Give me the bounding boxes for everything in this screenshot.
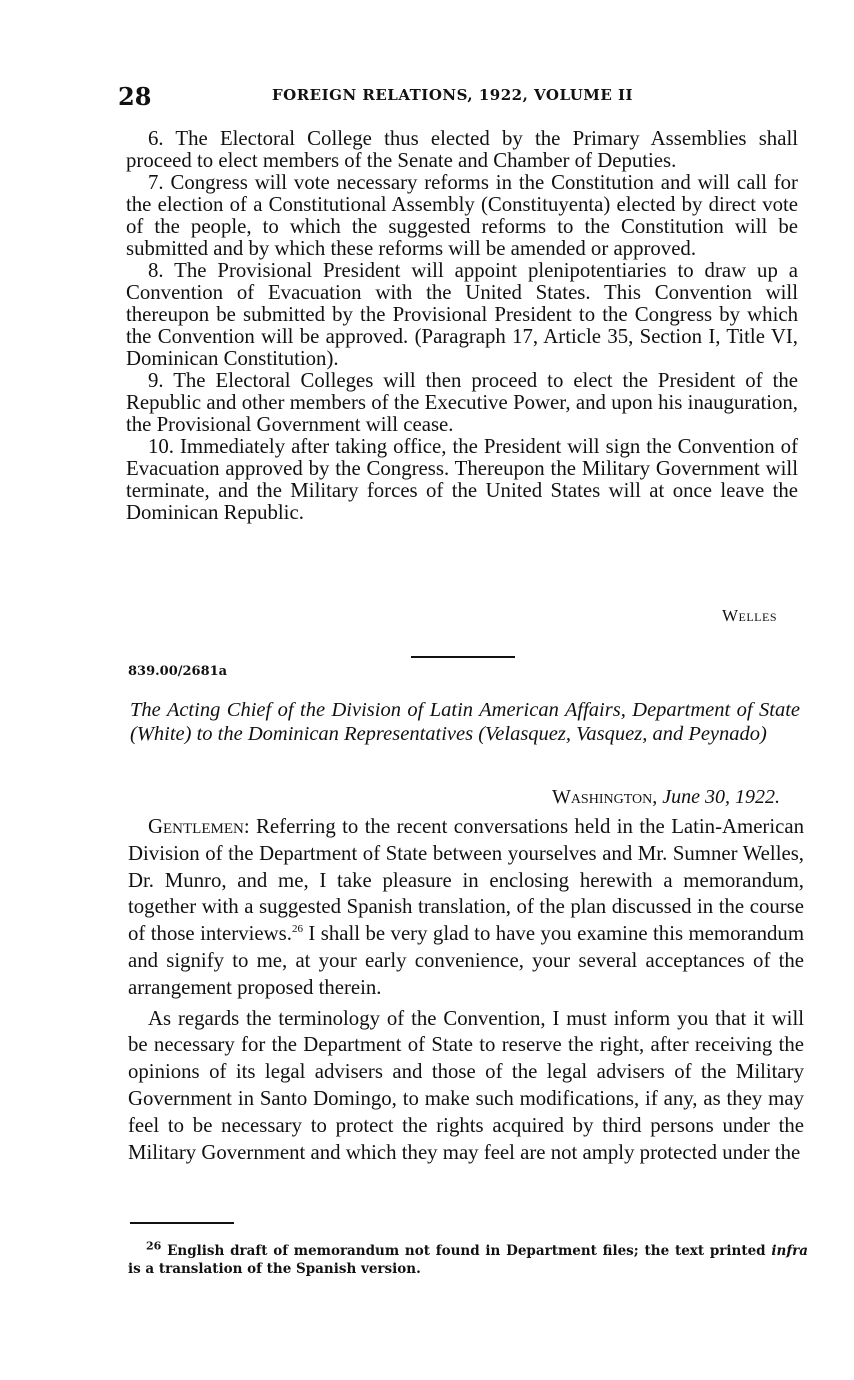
previous-document-text bbox=[126, 128, 798, 524]
signature: Welles bbox=[721, 606, 777, 625]
footnote bbox=[128, 1239, 809, 1278]
dateline-place: Washington, bbox=[551, 786, 658, 808]
footnote-text bbox=[128, 1239, 809, 1278]
footnote-text-part: is a translation of the Spanish version. bbox=[128, 1261, 421, 1277]
document-title: The Acting Chief of the Division of Latin American Affairs, Department of State (White) to the Dominican Representatives (Velasquez, Vasquez, and Peynado) bbox=[130, 699, 800, 745]
paragraph: 7. Congress will vote necessary reforms in the Constitution and will call for the election of a Constitutional Assembly (Constituyenta) elected by direct vote of the people, to which the suggested reforms to the Constitution will be submitted and by which these reforms will be amended or approved. bbox=[126, 171, 798, 260]
running-head: FOREIGN RELATIONS, 1922, VOLUME II bbox=[272, 86, 634, 104]
footnote-text-part: English draft of memorandum not found in Department files; the text printed bbox=[167, 1243, 766, 1259]
paragraph: 9. The Electoral Colleges will then proceed to elect the President of the Republic and other members of the Executive Power, and upon his inauguration, the Provisional Government will cease. bbox=[126, 369, 798, 436]
salutation: Gentlemen: bbox=[148, 815, 250, 838]
page-header bbox=[118, 84, 798, 112]
footnote-italic-term: infra bbox=[771, 1243, 809, 1259]
file-number: 839.00/2681a bbox=[128, 664, 228, 679]
paragraph-text: I shall be very glad to have you examine this memorandum and signify to me, at your early convenience, your several acceptances of the arrangement proposed therein. bbox=[128, 922, 805, 999]
paragraph bbox=[128, 814, 804, 1002]
paragraph: As regards the terminology of the Convention, I must inform you that it will be necessary for the Department of State to reserve the right, after receiving the opinions of its legal advisers and those of the legal advisers of the Military Government in Santo Domingo, to make such modifications, if any, as they may feel to be necessary to protect the rights acquired by third persons under the Military Government and which they may feel are not amply protected under the bbox=[128, 1006, 804, 1164]
dateline-date: June 30, 1922. bbox=[662, 786, 780, 808]
letter-body bbox=[128, 814, 804, 1170]
footnote-divider bbox=[130, 1222, 234, 1224]
paragraph-text: Referring to the recent conversations held in the Latin-American Division of the Department of State between yourselves and Mr. Sumner Welles, Dr. Munro, and me, I take pleasure in enclosing herewith a memorandum, together with a suggested Spanish translation, of the plan discussed in the course of those interviews. bbox=[128, 815, 804, 946]
footnote-reference[interactable]: 26 bbox=[291, 923, 303, 936]
dateline bbox=[480, 786, 780, 809]
paragraph: 10. Immediately after taking office, the President will sign the Convention of Evacuation approved by the Congress. Thereupon the Military Government will terminate, and the Military forces of the United States will at once leave the Dominican Republic. bbox=[126, 435, 798, 524]
page-number: 28 bbox=[118, 82, 152, 111]
paragraph: 8. The Provisional President will appoint plenipotentiaries to draw up a Convention of Evacuation with the United States. This Convention will thereupon be submitted by the Provisional President to the Congress by which the Convention will be approved. (Paragraph 17, Article 35, Section I, Title VI, Dominican Constitution). bbox=[126, 259, 798, 370]
paragraph: 6. The Electoral College thus elected by the Primary Assemblies shall proceed to elect members of the Senate and Chamber of Deputies. bbox=[126, 127, 798, 172]
footnote-number: 26 bbox=[146, 1239, 162, 1253]
section-divider bbox=[411, 656, 515, 658]
